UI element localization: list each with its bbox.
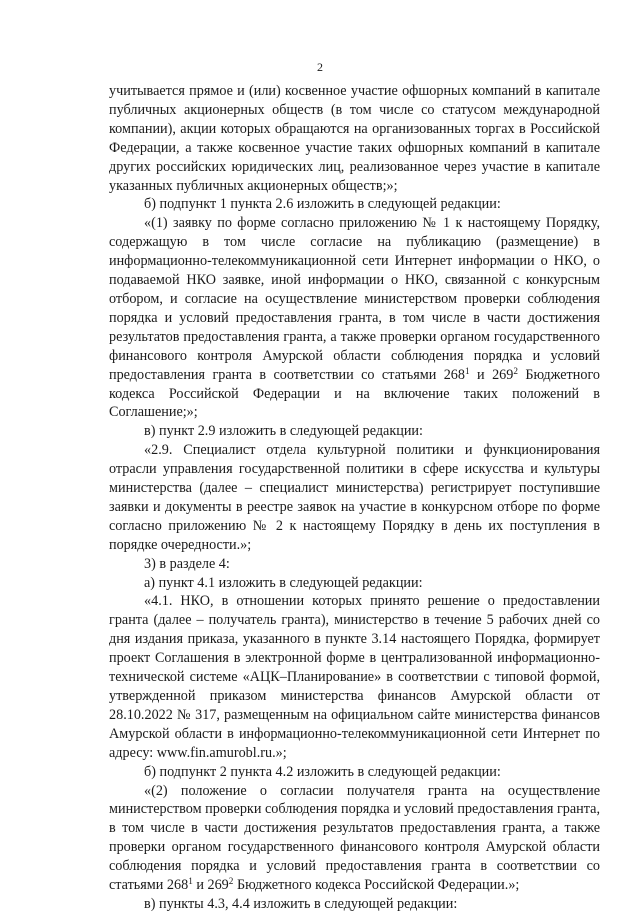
paragraph-3 [109,214,600,422]
paragraph-2: б) подпункт 1 пункта 2.6 изложить в следующей редакции: [144,196,501,213]
superscript: 2 [228,876,234,886]
paragraph-10-text: «(2) положение о согласии получателя гранта на осуществление министерством проверки соблюдения порядка и условий предоставления гранта, в том числе в части достижения результатов предоставления гранта, а также проверки органом государственного финансового контроля Амурской области соблюдения порядка и условий предоставления гранта в соответствии со статьями 268 [109,782,600,894]
paragraph-9: б) подпункт 2 пункта 4.2 изложить в следующей редакции: [144,763,501,780]
document-body [109,82,600,914]
paragraph-10-text-end: Бюджетного кодекса Российской Федерации.»; [233,877,520,894]
paragraph-6: 3) в разделе 4: [144,555,230,572]
paragraph-11: в) пункты 4.3, 4.4 изложить в следующей редакции: [144,895,458,912]
superscript: 1 [188,876,193,886]
paragraph-3-text-mid: и 269 [469,366,514,383]
paragraph-10-text-mid: и 269 [192,877,229,894]
paragraph-7: а) пункт 4.1 изложить в следующей редакции: [144,574,423,591]
superscript: 2 [513,365,518,376]
paragraph-3-text: «(1) заявку по форме согласно приложению № 1 к настоящему Порядку, содержащую в том числе согласие на публикацию (размещение) в информационно-телекоммуникационной сети Интернет информации о НКО, о подаваемой НКО заявке, иной информации о НКО, связанной с конкурсным отбором, и согласие на осуществление министерством проверки соблюдения порядка и условий предоставления гранта, в том числе в части достижения результатов предоставления гранта, а также проверки органом государственного финансового контроля Амурской области соблюдения порядка и условий предоставления гранта в соответствии со статьями 268 [109,215,600,383]
paragraph-5: «2.9. Специалист отдела культурной политики и функционирования отрасли управления государственной политики в сфере искусства и культуры министерства (далее – специалист министерства) регистрирует поступившие заявки и документы в реестре заявок на участие в конкурсном отборе по форме согласно приложению № 2 к настоящему Порядку в день их поступления в порядке очередности.»; [109,442,600,553]
paragraph-3-text-end: Бюджетного кодекса Российской Федерации и на включение таких положений в Соглашение;»; [109,366,601,421]
paragraph-4: в) пункт 2.9 изложить в следующей редакции: [144,423,423,440]
paragraph-8: «4.1. НКО, в отношении которых принято решение о предоставлении гранта (далее – получатель гранта), министерство в течение 5 рабочих дней со дня издания приказа, указанного в пункте 3.14 настоящего Порядка, формирует проект Соглашения в электронной форме в централизованной информационно-технической системе «АЦК–Планирование» в соответствии с типовой формой, утвержденной приказом министерства финансов Амурской области от 28.10.2022 № 317, размещенным на официальном сайте министерства финансов Амурской области в информационно-телекоммуникационной сети Интернет по адресу: www.fin.amurobl.ru.»; [109,593,600,761]
paragraph-1: учитывается прямое и (или) косвенное участие офшорных компаний в капитале публичных акционерных обществ (в том числе со статусом международной компании), акции которых обращаются на организованных торгах в Российской Федерации, а также косвенное участие таких офшорных компаний в капитале других российских юридических лиц, реализованное через участие в капитале указанных публичных акционерных обществ;»; [109,83,600,194]
superscript: 1 [465,365,470,376]
paragraph-10 [109,782,600,895]
page-number: 2 [317,60,323,74]
